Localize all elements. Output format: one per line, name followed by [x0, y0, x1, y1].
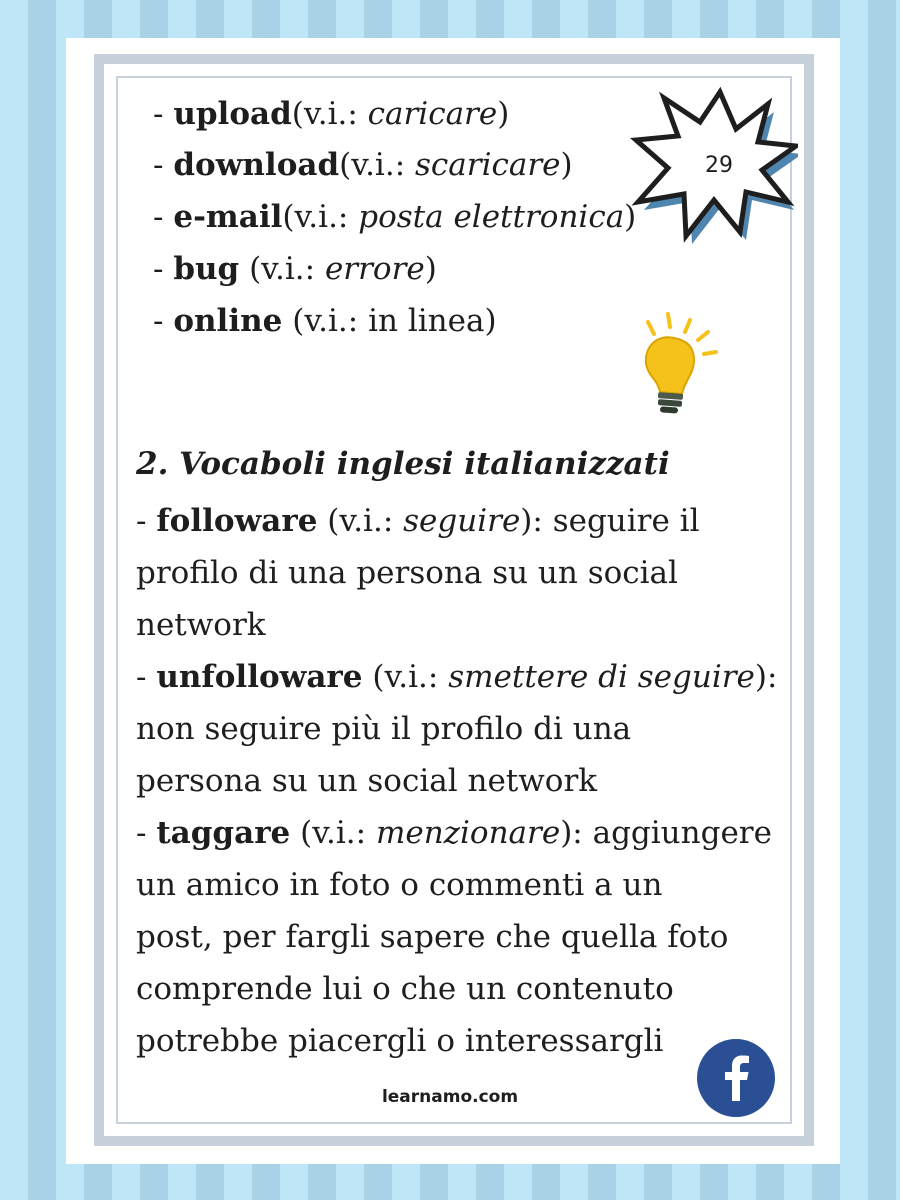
body-line: profilo di una persona su un social [136, 555, 678, 591]
facebook-icon[interactable] [697, 1039, 775, 1117]
footer-site: learnamo.com [381, 1087, 519, 1107]
term-followare: - followare (v.i.: seguire): seguire il [136, 503, 700, 539]
badge-number: 29 [705, 152, 733, 178]
body-line: un amico in foto o commenti a un [136, 867, 663, 903]
term-bug: - bug (v.i.: errore) [153, 251, 437, 287]
term-taggare: - taggare (v.i.: menzionare): aggiungere [136, 815, 772, 851]
section-heading: 2. Vocaboli inglesi italianizzati [136, 446, 670, 482]
starburst-badge-icon [628, 74, 798, 244]
body-line: potrebbe piacergli o interessargli [136, 1023, 664, 1059]
body-line: comprende lui o che un contenuto [136, 971, 674, 1007]
term-download: - download(v.i.: scaricare) [153, 147, 573, 183]
term-unfolloware: - unfolloware (v.i.: smettere di seguire): [136, 659, 778, 695]
body-line: post, per fargli sapere che quella foto [136, 919, 729, 955]
body-line: network [136, 607, 266, 643]
term-online: - online (v.i.: in linea) [153, 303, 497, 339]
term-upload: - upload(v.i.: caricare) [153, 96, 510, 132]
lightbulb-icon [630, 310, 725, 420]
body-line: persona su un social network [136, 763, 598, 799]
term-email: - e-mail(v.i.: posta elettronica) [153, 199, 637, 235]
body-line: non seguire più il profilo di una [136, 711, 632, 747]
